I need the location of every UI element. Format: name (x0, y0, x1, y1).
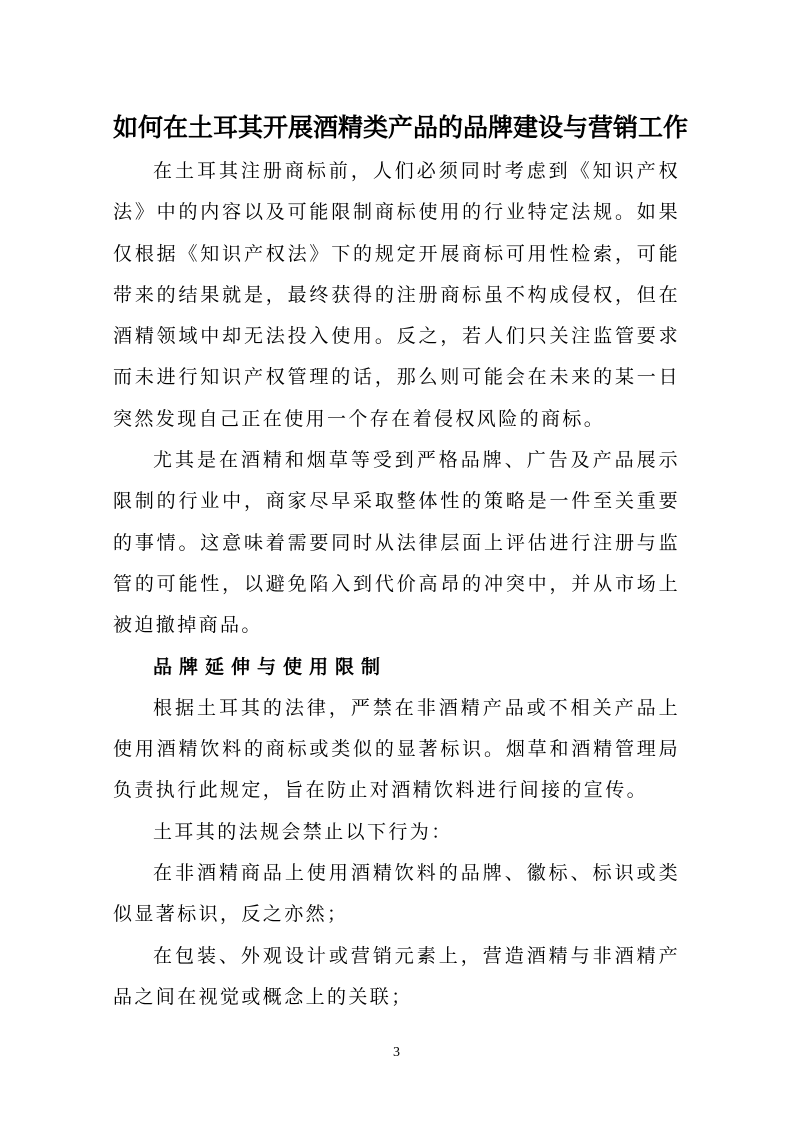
text-line: 酒精领域中却无法投入使用。反之，若人们只关注监管要求 (113, 326, 680, 348)
text-line: 在土耳其注册商标前，人们必须同时考虑到《知识产权 (153, 161, 680, 182)
text-line: 管的可能性，以避免陷入到代价高昂的冲突中，并从市场上 (113, 573, 680, 595)
paragraph-3 (113, 688, 680, 812)
text-line: 带来的结果就是，最终获得的注册商标虽不构成侵权，但在 (113, 284, 680, 306)
document-title: 如何在土耳其开展酒精类产品的品牌建设与营销工作 (113, 114, 689, 142)
text-line: 在非酒精商品上使用酒精饮料的品牌、徽标、标识或类 (153, 863, 680, 885)
text-line: 突然发现自己正在使用一个存在着侵权风险的商标。 (113, 408, 606, 430)
text-line: 法》中的内容以及可能限制商标使用的行业特定法规。如果 (113, 202, 680, 224)
text-line: 而未进行知识产权管理的话，那么则可能会在未来的某一日 (113, 367, 680, 389)
text-line: 品之间在视觉或概念上的关联； (113, 986, 413, 1008)
text-line: 土耳其的法规会禁止以下行为： (153, 821, 453, 843)
text-line: 使用酒精饮料的商标或类似的显著标识。烟草和酒精管理局 (113, 739, 680, 761)
section-heading: 品牌延伸与使用限制 (153, 656, 388, 678)
paragraph-2 (113, 440, 680, 646)
text-line: 尤其是在酒精和烟草等受到严格品牌、广告及产品展示 (153, 450, 680, 472)
text-line: 负责执行此规定，旨在防止对酒精饮料进行间接的宣传。 (113, 780, 649, 802)
page-number: 3 (393, 1045, 400, 1060)
text-line: 被迫撤掉商品。 (113, 615, 263, 637)
text-line: 在包装、外观设计或营销元素上，营造酒精与非酒精产 (153, 945, 680, 967)
text-line: 根据土耳其的法律，严禁在非酒精产品或不相关产品上 (153, 697, 680, 719)
paragraph-6 (113, 936, 680, 1019)
text-line: 似显著标识，反之亦然； (113, 904, 349, 926)
text-line: 限制的行业中，商家尽早采取整体性的策略是一件至关重要 (113, 491, 680, 513)
paragraph-1 (113, 151, 680, 440)
paragraph-4 (113, 812, 680, 853)
text-line: 仅根据《知识产权法》下的规定开展商标可用性检索，可能 (113, 243, 680, 265)
text-line: 的事情。这意味着需要同时从法律层面上评估进行注册与监 (113, 532, 680, 554)
paragraph-5 (113, 853, 680, 936)
